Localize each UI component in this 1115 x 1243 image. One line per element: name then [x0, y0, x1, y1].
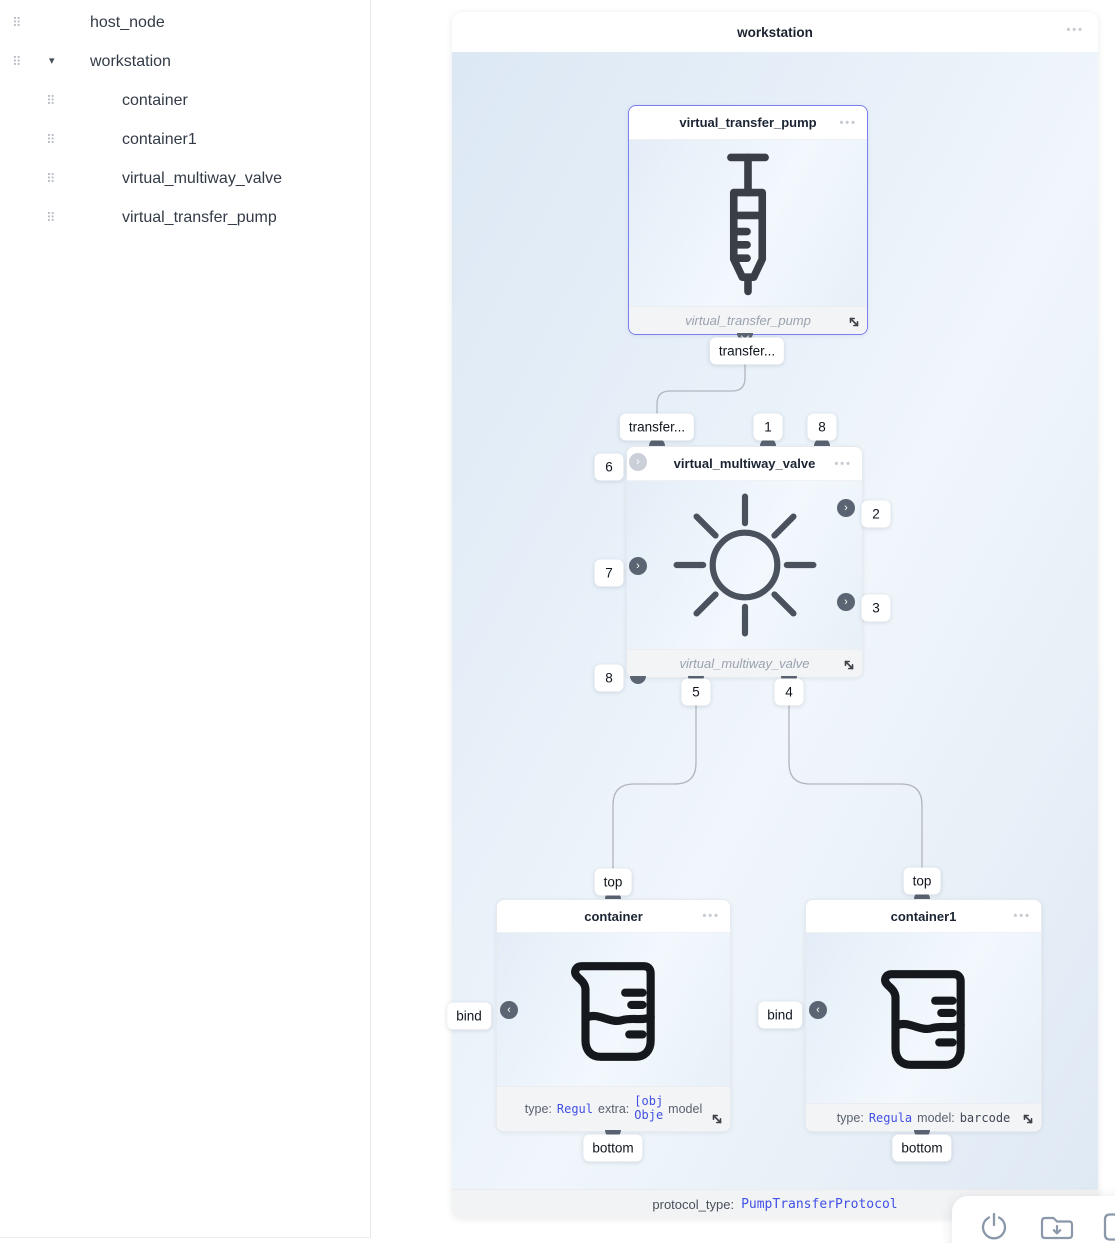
drag-handle-icon[interactable]: ⠿ — [46, 210, 56, 225]
port-container-bind[interactable] — [500, 1001, 518, 1019]
resize-handle-icon[interactable] — [1021, 1112, 1035, 1126]
syringe-icon — [709, 147, 787, 299]
node-container[interactable] — [496, 899, 731, 1132]
node-footer-name: virtual_transfer_pump — [685, 313, 811, 328]
resize-handle-icon[interactable] — [847, 315, 861, 329]
port-label-valve-6: 6 — [595, 454, 624, 481]
port-valve-2[interactable] — [837, 499, 855, 517]
chevron-right-icon: › — [636, 455, 640, 468]
chevron-right-icon: › — [844, 595, 848, 608]
chevron-down-icon[interactable]: ▾ — [49, 55, 55, 67]
sidebar-item-host-node[interactable] — [0, 3, 370, 42]
extra-value-line1: [obj — [634, 1094, 664, 1109]
type-value: Regula — [868, 1110, 913, 1125]
more-icon[interactable]: ••• — [702, 910, 720, 922]
power-icon[interactable] — [980, 1212, 1008, 1242]
node-virtual-transfer-pump[interactable] — [628, 105, 868, 335]
port-label-container-bottom: bottom — [583, 1135, 642, 1162]
drag-handle-icon[interactable]: ⠿ — [46, 132, 56, 147]
port-valve-7[interactable] — [629, 557, 647, 575]
node-footer — [627, 649, 862, 677]
node-footer-name: virtual_multiway_valve — [679, 656, 810, 671]
workstation-title: workstation — [737, 24, 813, 40]
tree-item-label[interactable]: virtual_multiway_valve — [122, 169, 283, 187]
port-label-pump-transfer: transfer... — [710, 338, 784, 365]
port-label-valve-2: 2 — [862, 501, 891, 528]
node-title: virtual_multiway_valve — [673, 456, 816, 471]
port-label-container-bind: bind — [447, 1003, 491, 1030]
chevron-left-icon: ‹ — [507, 1003, 511, 1016]
node-footer — [497, 1086, 730, 1131]
drag-handle-icon[interactable]: ⠿ — [46, 171, 56, 186]
extra-label: extra: — [598, 1102, 630, 1116]
port-label-valve-8: 8 — [595, 665, 624, 692]
chevron-left-icon: ‹ — [816, 1003, 820, 1016]
node-body — [806, 933, 1041, 1103]
protocol-type-label: protocol_type: — [652, 1196, 735, 1212]
node-title: container — [584, 908, 643, 924]
type-value: Regul — [556, 1102, 593, 1116]
port-container1-bind[interactable] — [809, 1001, 827, 1019]
port-label-valve-8-top: 8 — [808, 414, 837, 441]
sidebar-item-container[interactable] — [0, 81, 370, 120]
tree-item-label[interactable]: workstation — [90, 52, 171, 70]
resize-handle-icon[interactable] — [710, 1112, 724, 1126]
chevron-right-icon: › — [844, 501, 848, 514]
sidebar-tree — [0, 0, 371, 1238]
sidebar-item-workstation[interactable] — [0, 42, 370, 81]
port-label-valve-5: 5 — [682, 679, 711, 706]
port-label-container1-top: top — [904, 868, 941, 895]
tree-item-label[interactable]: container — [122, 91, 188, 109]
drag-handle-icon[interactable]: ⠿ — [12, 54, 22, 69]
port-valve-3[interactable] — [837, 593, 855, 611]
port-label-valve-1: 1 — [754, 414, 783, 441]
resize-handle-icon[interactable] — [842, 658, 856, 672]
sidebar-item-container1[interactable] — [0, 120, 370, 159]
node-title: container1 — [890, 908, 957, 924]
model-value: barcode — [959, 1110, 1011, 1125]
drag-handle-icon[interactable]: ⠿ — [12, 15, 22, 30]
extra-value-line2: Obje — [634, 1108, 664, 1122]
tree-item-label[interactable]: container1 — [122, 130, 197, 148]
folder-download-icon[interactable] — [1040, 1215, 1074, 1241]
port-label-valve-4: 4 — [775, 679, 804, 706]
port-label-valve-7: 7 — [595, 560, 624, 587]
more-icon[interactable]: ••• — [1066, 24, 1084, 36]
model-label: model — [668, 1102, 703, 1116]
node-body — [497, 933, 730, 1086]
type-label: type: — [524, 1102, 552, 1116]
model-label: model: — [917, 1110, 955, 1125]
node-footer — [629, 306, 867, 334]
port-label-valve-3: 3 — [862, 595, 891, 622]
node-footer — [806, 1103, 1041, 1131]
file-icon[interactable] — [1102, 1212, 1115, 1242]
node-virtual-multiway-valve[interactable] — [626, 446, 863, 678]
node-header[interactable] — [627, 447, 862, 481]
node-body — [629, 140, 867, 306]
port-label-container1-bind: bind — [758, 1002, 802, 1029]
type-label: type: — [836, 1110, 864, 1125]
node-body — [627, 481, 862, 649]
port-valve-6[interactable] — [629, 453, 647, 471]
workstation-panel-header[interactable] — [452, 12, 1098, 53]
canvas-toolbar — [952, 1196, 1115, 1243]
port-label-container1-bottom: bottom — [892, 1135, 951, 1162]
more-icon[interactable]: ••• — [839, 116, 857, 129]
beaker-icon — [558, 954, 670, 1066]
chevron-right-icon: › — [636, 559, 640, 572]
node-title: virtual_transfer_pump — [679, 115, 817, 130]
sidebar-item-virtual-transfer-pump[interactable] — [0, 198, 370, 237]
protocol-type-value: PumpTransferProtocol — [741, 1196, 898, 1212]
node-header[interactable] — [629, 106, 867, 140]
node-header[interactable] — [806, 900, 1041, 933]
more-icon[interactable]: ••• — [834, 457, 852, 470]
drag-handle-icon[interactable]: ⠿ — [46, 93, 56, 108]
tree-item-label[interactable]: host_node — [90, 13, 165, 31]
port-label-container-top: top — [595, 869, 632, 896]
tree-item-label[interactable]: virtual_transfer_pump — [122, 208, 277, 226]
more-icon[interactable]: ••• — [1013, 910, 1031, 922]
node-header[interactable] — [497, 900, 730, 933]
valve-icon — [669, 489, 821, 641]
port-label-valve-transfer: transfer... — [620, 414, 694, 441]
node-container1[interactable] — [805, 899, 1042, 1132]
beaker-icon — [868, 962, 980, 1074]
sidebar-item-virtual-multiway-valve[interactable] — [0, 159, 370, 198]
